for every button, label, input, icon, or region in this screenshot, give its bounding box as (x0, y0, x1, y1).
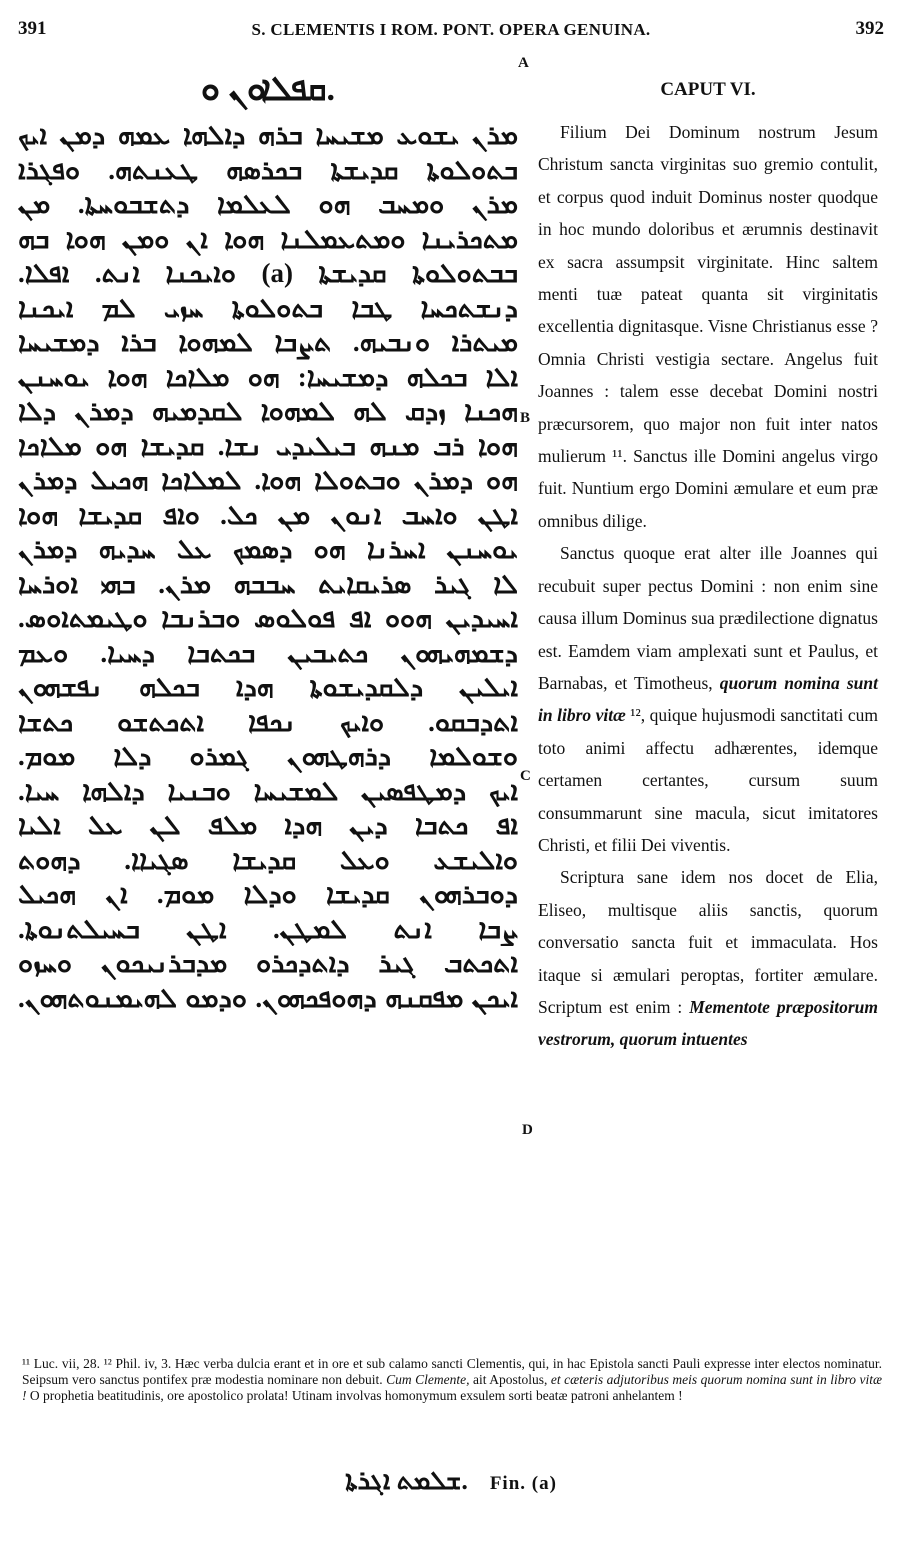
syriac-line: ܕܘܒܪܗܘܢ ܩܕܝܫܐ ܘܕܠܐ ܡܘܡ. ܐܢ ܗܟܝܠ (18, 879, 518, 909)
syriac-line: ܐܛܢ ܘܐܚܒ ܐܢܘܢ ܡܢ ܟܠ. ܘܐܦ ܩܕܝܫܐ ܗܘܐ (18, 499, 518, 530)
syriac-line: ܐܝܟܢ ܡܦܩܢܗ ܕܗܘܦܟܗܘܢ. ܘܕܡܘ ܠܗܝܡܢܘܬܗܘܢ. (18, 982, 518, 1013)
latin-paragraph-3-italic: Mementote præpositorum vestrorum, quorum intuentes (538, 996, 878, 1050)
footnote-text-c: O prophetia beatitudinis, ore apostolico prolata! Utinam involvas homonymum exsulem sorti beatæ patroni anhelantem ! (26, 1388, 683, 1403)
footnote-text-a: ¹¹ Luc. vii, 28. ¹² Phil. iv, 3. Hæc verba dulcia erant et in ore et sub calamo sancti Clementis, qui, in hac Epistola sancti Pauli expresse inter electos nominatur. Seipsum vero sanctus pontifex præ modestia nominare non debuit. (22, 1356, 882, 1387)
latin-chapter-title: CAPUT VI. (660, 79, 756, 100)
page-number-right: 392 (855, 18, 884, 39)
finis-line (0, 1466, 902, 1497)
syriac-line: ܕܫܡܗܝܗܘܢ ܟܬܝܒܝܢ ܒܟܬܒܐ ܕܚܝܐ. ܘܥܡ (18, 637, 518, 668)
syriac-line: ܘܐܠܝܫܥ ܘܥܠ ܩܕܝܫܐ ܣܓܝܐܐ. ܕܗܘܬ (18, 844, 518, 875)
syriac-line: ܐܬܕܒܩܘ. ܘܐܝܟ ܢܟܦܐ ܐܬܟܬܫܘ ܟܬܫܐ (18, 706, 518, 737)
latin-paragraph-1: Filium Dei Dominum nostrum Jesum Christum sancta virginitas suo gremio contulit, et corpus quod induit Dominus noster quodque in hoc mundo doloribus et ærumnis destinavit ex sacra assumpsit virginitate. Hinc saltem menti tuæ pateat quanta sit virginitatis excellentia dignitasque. Visne Christianus esse ? Omnia Christi vestigia sectare. Angelus fuit Joannes : talem esse decebat Domini nostri præcursorem, quo major non fuit inter natos mulierum ¹¹. Sanctus ille Domini angelus virgo fuit. Nuntium ergo Domini æmulare et eum præ omnibus dilige. (538, 122, 878, 531)
syriac-line: ܘܫܘܠܡܐ ܕܪܗܛܗܘܢ ܓܡܪܘ ܕܠܐ ܡܘܡ. (18, 741, 518, 771)
latin-paragraph-2-italic: quorum nomina sunt in libro vitæ (538, 672, 879, 726)
syriac-line: ܐܦ ܟܬܒܐ ܕܝܢ ܗܕܐ ܡܠܦ ܠܢ ܥܠ ܐܠܝܐ (18, 810, 518, 840)
syriac-line: ܐܬܟܬܒ ܓܝܪ ܕܐܬܕܟܪܘ ܡܕܒܪܢܝܟܘܢ ܘܚܙܘ (18, 948, 518, 978)
syriac-text-lines (18, 118, 518, 1015)
running-title: S. CLEMENTIS I ROM. PONT. OPERA GENUINA. (251, 20, 651, 39)
syriac-line: ܡܪܢ ܝܫܘܥ ܡܫܝܚܐ ܒܪܗ ܕܐܠܗܐ ܥܡܗ ܕܡܢ ܐܝܟ (18, 120, 518, 150)
latin-column (538, 74, 878, 1056)
latin-body (538, 116, 878, 1056)
page-number-left: 391 (18, 18, 47, 39)
syriac-line: ܡܝܬܪܐ ܘܢܒܝܗ. ܬܨܒܐ ܠܡܗܘܐ ܒܪܐ ܕܡܫܝܚܐ (18, 327, 518, 357)
syriac-line: ܕܢܫܬܟܚܐ ܛܒܐ ܒܬܘܠܘܬܐ ܚܙܝ ܠܡ ܐܝܟܢܐ (18, 292, 518, 323)
syriac-line: ܗܘܐ ܪܒ ܡܢܗ ܒܝܠܝܕܝ ܢܫܐ. ܩܕܝܫܐ ܗܘ ܡܠܐܟܐ (18, 430, 518, 461)
footnote-italic-a: Cum Clemente, (386, 1372, 470, 1387)
margin-marker-d: D (522, 1122, 533, 1138)
latin-paragraph-2-text: Sanctus quoque erat alter ille Joannes qui recubuit super pectus Domini : non enim sine causa illum Dominus sua prædilectione dignatus est. Eamdem viam amplexati sunt et Paulus, et Barnabas, et Timotheus, (538, 543, 878, 693)
syriac-chapter-title: ܩܦܠܐܘܢ ܘ. (200, 71, 336, 108)
syriac-line: ܐܝܟ ܕܡܛܦܣܝܢ ܠܡܫܝܚܐ ܘܒܢܝܐ ܕܐܠܗܐ ܚܝܐ. (18, 775, 518, 806)
syriac-line: ܗܘ ܕܡܪܢ ܘܒܬܘܠܐ ܗܘܐ. ܠܡܠܐܟܐ ܗܟܝܠ ܕܡܪܢ (18, 465, 518, 495)
syriac-line: ܒܒܬܘܠܘܬܐ ܩܕܝܫܬܐ (a) ܘܐܝܟܢܐ ܐܢܬ. ܐܦܠܐ. (18, 258, 518, 288)
finis-latin: Fin. (a) (489, 1473, 557, 1494)
latin-paragraph-3-text: Scriptura sane idem nos docet de Elia, Eliseo, multisque aliis sanctis, quorum conversatio sancta fuit et immaculata. Hos itaque si æmulari peroptas, fortiter æmulare. Scriptum est enim : (538, 867, 878, 1017)
syriac-line: ܒܬܘܠܘܬܐ ܩܕܝܫܬܐ ܒܟܪܣܗ ܛܥܢܬܗ. ܘܦܓܪܐ (18, 154, 518, 185)
finis-syriac: ܫܠܡܬ ܐܓܪܬܐ. (345, 1466, 468, 1495)
margin-marker-a: A (518, 55, 529, 71)
syriac-line: ܡܪܢ ܘܡܚܒ ܗܘ ܠܥܠܡܐ ܕܬܫܒܘܚܬܐ. ܡܢ (18, 189, 518, 219)
syriac-line: ܨܒܐ ܐܢܬ ܠܡܛܢ. ܐܛܢ ܒܚܝܠܬܢܘܬܐ. (18, 913, 518, 944)
syriac-line: ܐܚܝܕܝܢ ܗܘܘ ܐܦ ܦܘܠܘܣ ܘܒܪܢܒܐ ܘܛܝܡܬܐܘܣ. (18, 603, 518, 633)
latin-paragraph-2 (538, 537, 878, 861)
footnotes (22, 1356, 882, 1404)
footnote-italic-b: et cæteris adjutoribus meis quorum nomina sunt in libro vitæ ! (22, 1372, 882, 1403)
margin-marker-c: C (520, 768, 531, 784)
latin-paragraph-3 (538, 861, 878, 1055)
syriac-line: ܠܐ ܓܝܪ ܣܪܝܩܐܝܬ ܚܒܒܗ ܡܪܢ. ܒܗܝ ܐܘܪܚܐ (18, 568, 518, 599)
syriac-line: ܡܬܟܪܝܢܐ ܘܡܬܥܡܠܢܐ ܗܘܐ ܐܢ ܘܡܢ ܗܘܐ ܒܗ (18, 223, 518, 254)
syriac-line: ܗܟܢܐ ܙܕܩ ܠܗ ܠܡܗܘܐ ܠܩܕܡܝܗ ܕܡܪܢ ܕܠܐ (18, 396, 518, 426)
syriac-line: ܐܝܠܝܢ ܕܠܩܕܝܫܘܬܐ ܗܕܐ ܒܟܠܗ ܢܦܫܗܘܢ (18, 672, 518, 702)
latin-paragraph-2-rest: ¹², quique hujusmodi sanctitati cum toto animi affectu adhærentes, idemque certamen certantes, cursum suum consummarunt sine macula, sicut imitatores Christi, et filii Dei viventis. (538, 705, 878, 855)
syriac-line: ܝܘܚܢܢ ܐܚܪܢܐ ܗܘ ܕܣܡܟ ܥܠ ܚܕܝܗ ܕܡܪܢ (18, 534, 518, 564)
margin-marker-b: B (520, 410, 531, 426)
syriac-line: ܐܠܐ ܒܟܠܗ ܕܡܫܝܚܐ: ܗܘ ܡܠܐܟܐ ܗܘܐ ܝܘܚܢܢ (18, 361, 518, 392)
footnote-text-b: ait Apostolus, (469, 1372, 551, 1387)
syriac-column (18, 68, 518, 1015)
page-header (18, 18, 884, 42)
